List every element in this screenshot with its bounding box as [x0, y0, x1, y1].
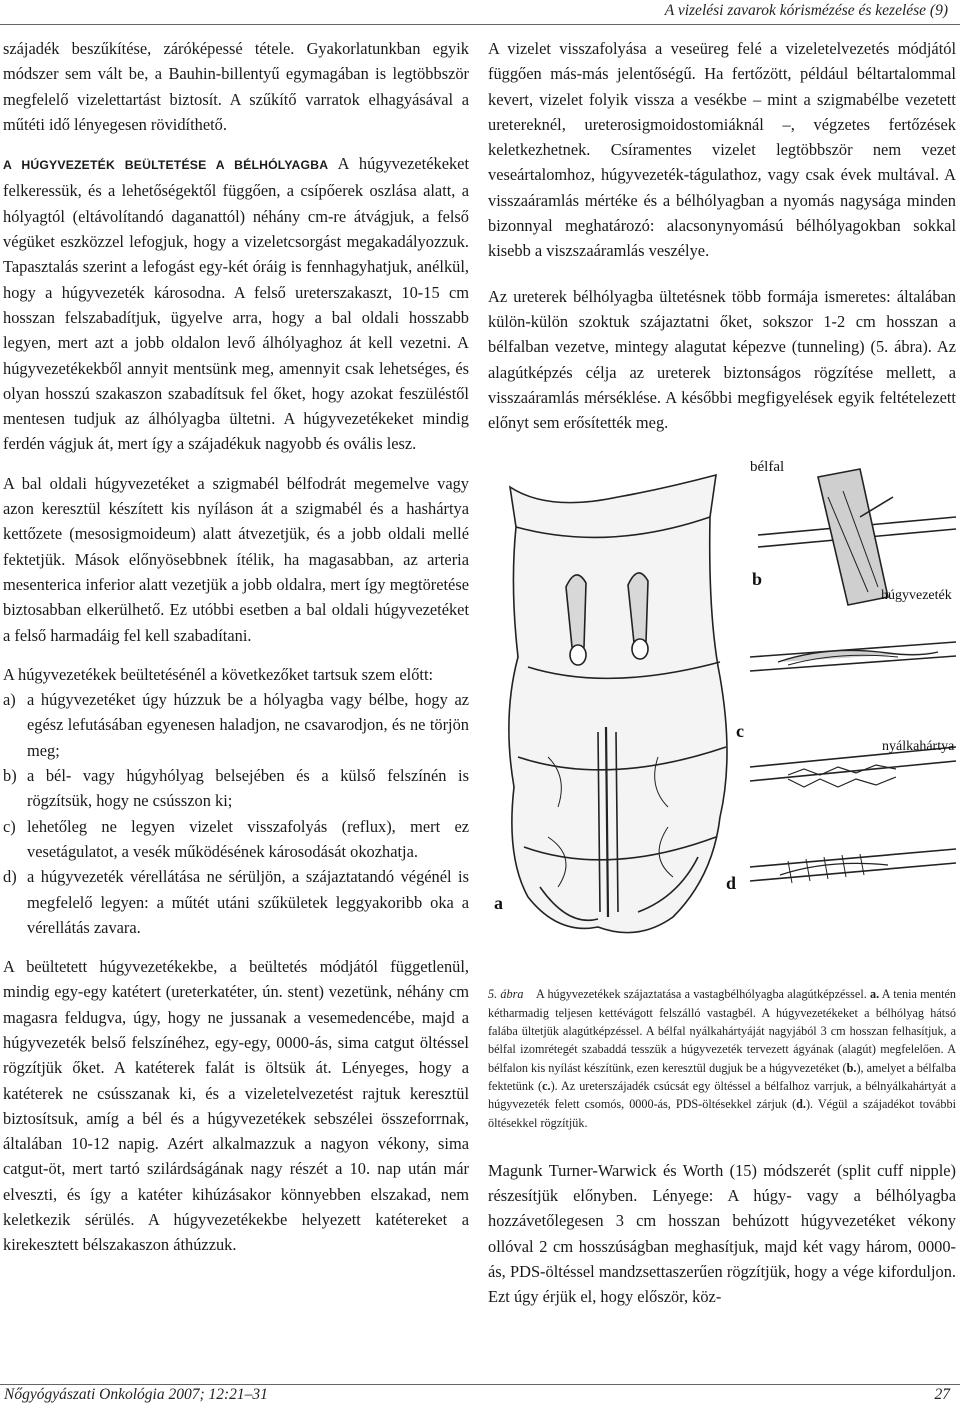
paragraph-r1: A vizelet visszafolyása a veseüreg felé a vizeletelvezetés módjától függően más-más jelentőségű. Ha fertőzött, például béltartalommal kevert, vizelet folyik vissza a vesékbe – mint a szigmabélbe vezetett uretereknél, ureterosigmoidostomiáknál –, végzetes fertőzések keletkezhetnek. Csíramentes vizelet legtöbbször nem vezet veseártalomhoz, húgyvezeték-tágulathoz, vagy csak évek multával. A visszaáramlás mértéke és a bélhólyagban a nyomás nagysága minden bizonnyal meghatározó: alacsonynyomású bélhólyagokban sokkal kisebb a viszszaáramlás veszélye.	[488, 39, 956, 261]
figure-5-illustration	[488, 457, 956, 977]
panel-a-drawing	[509, 475, 727, 933]
label-c: c	[736, 721, 744, 742]
panel-b-drawing	[758, 469, 956, 605]
right-column	[488, 36, 956, 1324]
caption-text: ). Az ureterszájadék csúcsát egy öltéssel a bélfalhoz varrjuk, a bélnyálkahártyát a húgyvezeték felett csomós, 0000-ás, PDS-öltésekkel zárjuk (	[488, 1078, 956, 1112]
caption-text: A húgyvezetékek szájaztatása a vastagbélhólyagba alagútképzéssel.	[536, 987, 867, 1002]
section-heading: A HÚGYVEZETÉK BEÜLTETÉSE A BÉLHÓLYAGBA	[3, 158, 329, 173]
paragraph-2-text: A húgyvezetékeket felkeressük, és a lehetőségektől függően, a csípőerek oszlása alatt, a hólyagtól (eltávolítandó daganattól) néhány cm-re átvágjuk, a felső végüket eszközzel lefogjuk, hogy a vizeletcsorgást megakadályozzuk. Tapasztalás szerint a lefogást egy-két óráig is fennhagyhatjuk, anélkül, hogy a húgyvezeték károsodna. A felső ureterszakaszt, 10-15 cm hosszan felszabadítjuk, ügyelve arra, hogy a bal oldali hosszabb legyen, mert azt a jobb oldalon levő álhólyaghoz át kell vezetni. A húgyvezetékekből annyit mentsünk meg, amennyit csak lehetséges, és olyan hosszú szakaszon szabadítsuk fel őket, hogy azokat feszüléstől mentesen tudjuk az álhólyagba ültetni. A húgyvezetékeket mindig ferdén vágjuk át, mert így a szájadékuk nagyobb és ovális lesz.	[3, 154, 470, 454]
label-belfal: bélfal	[750, 459, 785, 476]
paragraph-r2: Az ureterek bélhólyagba ültetésnek több formája ismeretes: általában külön-külön szoktuk szájaztatni őket, sokszor 1-2 cm hosszan a bélfalban vezetve, mintegy alagutat képezve (tunneling) (5. ábra). Az alagútképzés célja az ureterek biztonságos rögzítése mellett, a visszaáramlás mérséklése. A későbbi megfigyelések egyik feltételezett előnyt sem erősítették meg.	[488, 286, 956, 433]
figure-5	[488, 457, 956, 977]
label-d: d	[726, 873, 737, 894]
caption-text: A tenia mentén kétharmadig teljesen kettévágott felszálló vastagbél. A húgyvezetékeket a bélhólyag hátsó falába ültetjük alagútképzéssel. A bélfal nyálkahártyáját nagyjából 3 cm hosszan felhasítjuk, a bélfal izomrétegét szabaddá tesszük a húgyvezeték tervezett ágyának (alagút) megfelelően. A bélfalon kis nyílást készítünk, ezen keresztül dugjuk be a húgyvezetéket (	[488, 987, 957, 1075]
list-item: b) a bél- vagy húgyhólyag belsejében és a külső felszínén is rögzítsük, hogy ne csússzon ki;	[3, 766, 469, 811]
paragraph-3: A bal oldali húgyvezetéket a szigmabél bélfodrát megemelve vagy azon keresztül készített kis nyíláson át a szigmabél és a hashártya kettőzete (mesosigmoideum) alatt átvezetjük, és a jobb oldali mellé fektetjük. Mások előnyösebbnek ítélik, ha magasabban, az arteria mesenterica inferior alatt vezetjük a jobb oldalra, mert így megtöretése biztosabban elkerülhető. Ez utóbbi esetben a bal oldali húgyvezetéket a felső harmadáig fel kell szabadítani.	[3, 473, 469, 645]
left-column	[3, 36, 469, 1272]
footer-rule	[0, 1384, 960, 1385]
caption-label: 5. ábra	[488, 987, 524, 1002]
figure-5-caption	[488, 985, 956, 1131]
list-item: d) a húgyvezeték vérellátása ne sérüljön, a szájaztatandó végénél is megfelelő legyen: a műtét utáni szűkületek leggyakoribb oka a vérellátás zavara.	[3, 867, 469, 937]
label-a: a	[494, 893, 503, 914]
paragraph-1: szájadék beszűkítése, záróképessé tétele. Gyakorlatunkban egyik módszer sem vált be, a Bauhin-billentyű egymagában is legtöbbször megfelelő vizelettartást biztosít. A szűkítő varratok elhagyásával a műtéti idő lényegesen rövidíthető.	[3, 39, 469, 134]
caption-bold-b: b.	[846, 1060, 857, 1075]
list-item: c) lehetőleg ne legyen vizelet visszafolyás (reflux), mert ez vesetágulatot, a vesék működésének károsodását okozhatja.	[3, 816, 469, 861]
running-head: A vizelési zavarok kórismézése és kezelése (9)	[664, 2, 948, 19]
paragraph-4-intro: A húgyvezetékek beültetésénél a következőket tartsuk szem előtt:	[3, 664, 434, 684]
list-item: a) a húgyvezetéket úgy húzzuk be a hólyagba vagy bélbe, hogy az egész lefutásában egyenesen haladjon, ne csavarodjon, és ne törjön meg;	[3, 690, 469, 760]
paragraph-5: A beültetett húgyvezetékekbe, a beültetés módjától függetlenül, mindig egy-egy katétert (ureterkatéter, ún. stent) vezetünk, néhány cm magasra feldugva, úgy, hogy ne jussanak a vesemedencébe, majd a húgyvezeték belső felszínéhez, egy-egy, 0000-ás, sima catgut öltéssel rögzítjük őket. A katéterek falát is öltsük át. Lényeges, hogy a katéterek ne csússzanak ki, és a vizeletelvezetést rajtuk keresztül biztosítsuk, amíg a bél és a húgyvezetékek sebszélei összeforrnak, általában 10-12 napig. Azért alkalmazzuk a nagyon vékony, sima catgut-öt, mert tartó szilárdságának nagy részét a 10. nap után már elveszti, és így a katéter kihúzásakor könnyebben elszakad, nem keletkezik sérülés. A húgyvezetékekbe helyezett katétereket a kirekesztett bélszakaszon áthúzzuk.	[3, 957, 469, 1255]
panel-tunnel-drawing	[750, 642, 956, 671]
caption-bold-a: a.	[870, 987, 880, 1002]
label-b: b	[752, 569, 763, 590]
journal-citation: Nőgyógyászati Onkológia 2007; 12:21–31	[4, 1386, 268, 1403]
label-hugyvezetek: húgyvezeték	[881, 588, 952, 604]
paragraph-2	[3, 151, 469, 457]
caption-bold-c: c.	[542, 1078, 551, 1093]
header-rule	[0, 24, 960, 25]
label-nyalkahartya: nyálkahártya	[882, 739, 955, 755]
caption-bold-d: d.	[796, 1097, 806, 1112]
caption-text: ), amelyet a bélfalba fektetünk (	[488, 1060, 956, 1093]
paragraph-r3: Magunk Turner-Warwick és Worth (15) módszerét (split cuff nipple) részesítjük előnyben. Lényege: A húgy- vagy a bélhólyagba hozzávetőlegesen 3 cm hosszan behúzott húgyvezetéket vékony ollóval 2 cm hosszúságban meghasítjuk, majd két vagy három, 0000-ás, PDS-öltéssel mandzsettaszerűen rögzítjük, hogy a vége kiforduljon. Ezt úgy érjük el, hogy először, köz-	[488, 1160, 956, 1307]
page-number: 27	[934, 1386, 950, 1403]
panel-d-drawing	[750, 849, 956, 883]
caption-text: ). Végül a szájadékot további öltésekkel rögzítjük.	[488, 1097, 956, 1130]
requirements-list	[3, 687, 469, 940]
